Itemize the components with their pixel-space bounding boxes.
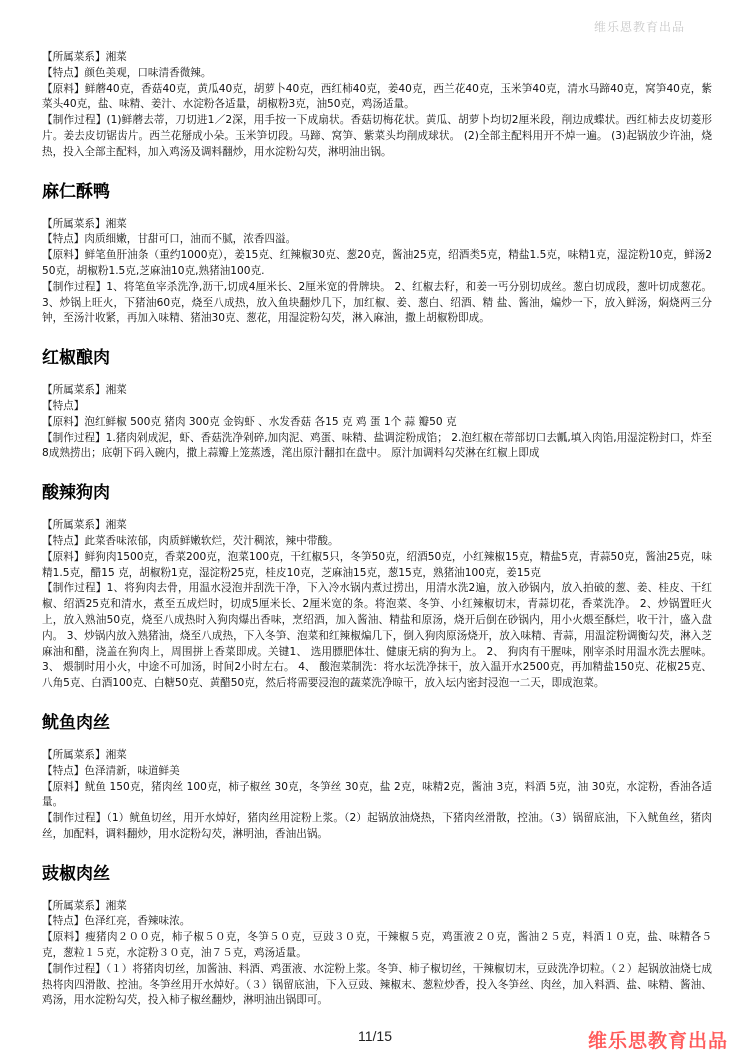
field-text: 湘菜 bbox=[105, 51, 127, 63]
recipe-field bbox=[42, 518, 712, 534]
recipe-content bbox=[42, 50, 712, 1009]
recipe-field bbox=[42, 248, 712, 280]
recipe-field bbox=[42, 914, 712, 930]
field-text: 色泽红亮，香辣味浓。 bbox=[84, 915, 191, 928]
watermark-bottom: 维乐思教育出品 bbox=[588, 1030, 729, 1052]
field-text: 此菜香味浓郁，肉质鲜嫩软烂，芡汁稠浓，辣中带酸。 bbox=[84, 534, 339, 547]
recipe-field bbox=[42, 780, 712, 812]
recipe-field bbox=[42, 764, 712, 780]
field-text: 湘菜 bbox=[105, 519, 127, 532]
recipe-field bbox=[42, 280, 712, 327]
field-label: 【特点】 bbox=[42, 233, 85, 246]
field-label: 【原料】 bbox=[42, 550, 85, 563]
field-text: (1)鲜蘑去蒂，刀切进1／2深，用手按一下成扇状。香菇切梅花状。黄瓜、胡萝卜均切2厘米段，削边成蝶状。西红柿去皮切菱形片。姜去皮切锯齿片。西兰花掰成小朵。玉米笋切段。马蹄、窝笋、紫菜头均削成球状。 (2)全部主配料用开不焯一遍。 (3)起锅放少许油，烧热，投入全部主配料，加入鸡汤及调料翻炒，用水淀粉勾芡，淋明油出锅。 bbox=[42, 114, 712, 158]
field-label: 【特点】 bbox=[42, 399, 85, 412]
recipe-field bbox=[42, 415, 712, 431]
field-text: 1、将狗肉去骨，用温水浸泡并刮洗干净，下入冷水锅内煮过捞出，用清水洗2遍，放入砂锅内，放入拍破的葱、姜、桂皮、干红椒、绍酒25克和清水，煮至五成烂时，切成5厘米长、2厘米宽的条。将泡菜、冬笋、小红辣椒切末，青蒜切花，香菜洗净。 2、炒锅置旺火上，放入熟油50克，烧至八成热时入狗肉爆出香味，烹绍酒，加入酱油、精盐和原汤，烧开后倒在砂锅内，用小火煨至酥烂，收干汁，盛入盘内。 3、炒锅内放入熟猪油，烧至八成热，下入冬笋、泡菜和红辣椒煸几下，倒入狗肉原汤烧开，放入味精、青蒜，用温淀粉调衡勾芡，淋入芝麻油和醋，浇盖在狗肉上，周围拼上香菜即成。关键1、 选用膘肥体壮、健康无病的狗为上。 2、 狗肉有干腥味，刚宰杀时用温水洗去腥味。 3、 煨制时用小火，中途不可加汤，时间2小时左右。 4、 酸泡菜制洗：将水坛洗净抹干，放入温开水2500克，再加精盐150克、花椒25克、八角5克、白酒100克、白糖50克、黄醋50克，然后将需要浸泡的蔬菜洗净晾干，放入坛内密封浸泡一二天，即成泡菜。 bbox=[42, 582, 712, 690]
field-text: 色泽清新，味道鲜美 bbox=[84, 764, 180, 777]
recipe-block bbox=[42, 347, 712, 462]
field-text: 泡红鲜椒 500克 猪肉 300克 金钩虾 、水发香菇 各15 克 鸡 蛋 1个 蒜 瓣50 克 bbox=[84, 415, 457, 428]
field-label: 【所属菜系】 bbox=[42, 217, 106, 230]
recipe-field bbox=[42, 383, 712, 399]
field-label: 【特点】 bbox=[42, 764, 85, 777]
field-label: 【原料】 bbox=[42, 249, 85, 262]
recipe-field bbox=[42, 232, 712, 248]
field-label: 【所属菜系】 bbox=[42, 748, 106, 761]
page-number: 11/15 bbox=[358, 1028, 392, 1044]
field-text: （１）将猪肉切丝，加酱油、料酒、鸡蛋液、水淀粉上浆。冬笋、柿子椒切丝，干辣椒切末，豆豉洗净切粒。（２）起锅放油烧七成热将肉四滑散、控油。冬笋丝用开水焯好。（３）锅留底油，下入豆豉、辣椒末、葱粒炒香，投入冬笋丝、肉丝，加入料酒、盐、味精、酱油、鸡汤，用水淀粉勾芡，投入柿子椒丝翻炒，淋明油出锅即可。 bbox=[42, 962, 712, 1007]
field-text: 1、将笔鱼宰杀洗净,沥干,切成4厘米长、2厘米宽的骨牌块。 2、红椒去籽，和姜一丐分别切成丝。葱白切成段，葱叶切成葱花。 3、炒锅上旺火，下猪油60克，烧至八成热，放入鱼块翻炒几下，加红椒、姜、葱白、绍酒、精 盐、酱油，煸炒一下，放入鲜汤，焖烧两三分钟，至汤汁收紧，再加入味精、猪油30克、葱花，用湿淀粉勾芡，淋入麻油，撒上胡椒粉即成。 bbox=[42, 280, 712, 325]
recipe-block bbox=[42, 50, 712, 161]
recipe-field bbox=[42, 899, 712, 915]
recipe-block bbox=[42, 863, 712, 1010]
field-text: 颜色美观，口味清香微辣。 bbox=[84, 66, 212, 79]
field-label: 【制作过程】 bbox=[42, 431, 106, 444]
recipe-field bbox=[42, 930, 712, 962]
field-label: 【原料】 bbox=[42, 780, 85, 793]
field-label: 【原料】 bbox=[42, 82, 85, 95]
field-label: 【制作过程】 bbox=[42, 582, 107, 595]
field-label: 【特点】 bbox=[42, 66, 85, 79]
recipe-field bbox=[42, 748, 712, 764]
field-text: （1）鱿鱼切丝，用开水焯好，猪肉丝用淀粉上浆。（2）起锅放油烧热，下猪肉丝滑散，控油。（3）锅留底油，下入鱿鱼丝，猪肉丝，加配料，调料翻炒，用水淀粉勾芡，淋明油，香油出锅。 bbox=[42, 812, 713, 840]
recipe-field bbox=[42, 399, 712, 415]
field-label: 【所属菜系】 bbox=[42, 519, 106, 532]
field-text: 湘菜 bbox=[105, 217, 127, 230]
recipe-block bbox=[42, 482, 712, 692]
field-label: 【所属菜系】 bbox=[42, 384, 106, 397]
field-text: 肉质细嫩，甘甜可口，油而不腻，浓香四溢。 bbox=[84, 233, 297, 246]
field-label: 【制作过程】 bbox=[42, 962, 106, 975]
recipe-field bbox=[42, 534, 712, 550]
field-text: 鲜蘑40克，香菇40克，黄瓜40克，胡萝卜40克，西红柿40克，姜40克，西兰花40克，玉米笋40克，清水马蹄40克，窝笋40克，紫菜头40克，盐、味精、姜汁、水淀粉各适量，胡椒粉3克，油50克，鸡汤适量。 bbox=[42, 82, 712, 111]
field-text: 1.猪肉剁成泥，虾、香菇洗净剁碎,加肉泥、鸡蛋、味精、盐调淀粉成馅； 2.泡红椒在蒂部切口去瓤,填入肉馅,用湿淀粉封口，炸至8成熟捞出；底朝下码入碗内，撒上蒜瓣上笼蒸透，滗出原汁翻扣在盘中。 原汁加调料勾芡淋在红椒上即成 bbox=[42, 431, 713, 460]
field-text: 湘菜 bbox=[105, 384, 127, 397]
field-text: 瘦猪肉２００克，柿子椒５０克，冬笋５０克，豆豉３０克，干辣椒５克，鸡蛋液２０克，酱油２５克，料酒１０克，盐、味精各５克，葱粒１５克，水淀粉３０克，油７５克，鸡汤适量。 bbox=[42, 931, 713, 960]
recipe-title: 麻仁酥鸭 bbox=[42, 181, 110, 202]
field-label: 【所属菜系】 bbox=[42, 899, 106, 912]
field-label: 【制作过程】 bbox=[42, 280, 107, 293]
recipe-field bbox=[42, 431, 712, 463]
field-text: 鲜笔鱼肝油条（重约1000克），姜15克、红辣椒30克、葱20克，酱油25克，绍酒类5克，精盐1.5克，味精1克，湿淀粉10克，鲜汤250克，胡椒粉1.5克,芝麻油10克,熟猪油100克. bbox=[42, 249, 713, 277]
recipe-title: 红椒酿肉 bbox=[42, 348, 110, 369]
recipe-field bbox=[42, 550, 712, 582]
recipe-field bbox=[42, 50, 712, 66]
recipe-field bbox=[42, 962, 712, 1009]
field-label: 【原料】 bbox=[42, 931, 86, 944]
field-label: 【特点】 bbox=[42, 915, 85, 928]
recipe-field bbox=[42, 82, 712, 114]
field-label: 【制作过程】 bbox=[42, 812, 107, 825]
watermark-top: 维乐恩教育出品 bbox=[594, 20, 686, 34]
recipe-field bbox=[42, 581, 712, 692]
field-label: 【原料】 bbox=[42, 415, 85, 428]
recipe-title: 鱿鱼肉丝 bbox=[42, 712, 110, 733]
recipe-field bbox=[42, 811, 712, 843]
field-label: 【制作过程】 bbox=[42, 114, 107, 127]
field-label: 【特点】 bbox=[42, 534, 85, 547]
recipe-field bbox=[42, 113, 712, 160]
field-text: 湘菜 bbox=[105, 748, 127, 761]
recipe-block bbox=[42, 181, 712, 328]
field-text: 鲜狗肉1500克，香菜200克，泡菜100克，干红椒5只，冬笋50克，绍酒50克，小红辣椒15克，精盐5克，青蒜50克，酱油25克，味精1.5克，醋15 克，胡椒粉1克，湿淀粉25克，桂皮10克，芝麻油15克，葱15克，熟猪油100克，姜15克 bbox=[42, 550, 713, 579]
recipe-field bbox=[42, 217, 712, 233]
recipe-title: 豉椒肉丝 bbox=[42, 863, 110, 884]
field-text: 鱿鱼 150克，猪肉丝 100克，柿子椒丝 30克，冬笋丝 30克，盐 2克，味精2克，酱油 3克，料酒 5克，油 30克，水淀粉，香油各适量。 bbox=[42, 780, 713, 809]
field-label: 【所属菜系】 bbox=[42, 51, 106, 63]
recipe-field bbox=[42, 66, 712, 82]
field-text: 湘菜 bbox=[105, 899, 127, 912]
recipe-block bbox=[42, 712, 712, 843]
recipe-title: 酸辣狗肉 bbox=[42, 483, 110, 504]
